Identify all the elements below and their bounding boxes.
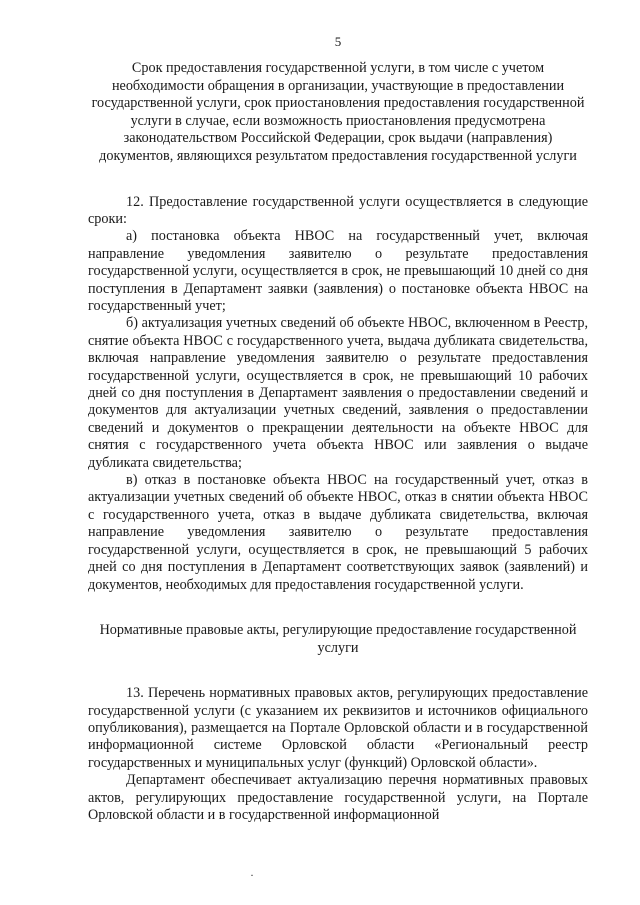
- section-heading-terms: Срок предоставления государственной услуги, в том числе с учетом необходимости обращения в организации, участвующие в предоставлении государственной услуги, срок приостановления предоставления государственной услуги в случае, если возможность приостановления предусмотрена законодательством Российской Федерации, срок выдачи (направления) документов, являющихся результатом предоставления государственной услуги: [91, 60, 585, 164]
- paragraph-12b: б) актуализация учетных сведений об объекте НВОС, включенном в Реестр, снятие объекта НВОС с государственного учета, выдача дубликата свидетельства, включая направление уведомления заявителю о результате предоставления государственной услуги, осуществляется в срок, не превышающий 10 рабочих дней со дня поступления в Департамент заявления о предоставлении сведений и документов для актуализации учетных сведений, заявления о предоставлении сведений и документов о прекращении деятельности на объекте НВОС для снятия с государственного учета объекта НВОС или заявления о выдаче дубликата свидетельства;: [88, 315, 588, 471]
- paragraph-13b: Департамент обеспечивает актуализацию перечня нормативных правовых актов, регулирующих предоставление государственной услуги, на Портале Орловской области и в государственной информационной: [88, 772, 588, 823]
- paragraph-12a: а) постановка объекта НВОС на государственный учет, включая направление уведомления заявителю о результате предоставления государственной услуги, осуществляется в срок, не превышающий 10 дней со дня поступления в Департамент заявки (заявления) о постановке объекта НВОС на государственный учет;: [88, 228, 588, 314]
- paragraph-12: 12. Предоставление государственной услуги осуществляется в следующие сроки:: [88, 193, 588, 227]
- page-number: 5: [334, 34, 342, 49]
- scan-speck: ·: [250, 868, 254, 882]
- section-heading-legal-acts: Нормативные правовые акты, регулирующие предоставление государственной услуги: [99, 621, 577, 656]
- paragraph-12c: в) отказ в постановке объекта НВОС на государственный учет, отказ в актуализации учетных сведений об объекте НВОС, отказ в снятии объекта НВОС с государственного учета, отказ в выдаче дубликата свидетельства, включая направление уведомления заявителю о результате предоставления государственной услуги, осуществляется в срок, не превышающий 5 рабочих дней со дня поступления в Департамент соответствующих заявок (заявлений) и документов, необходимых для предоставления государственной услуги.: [88, 472, 588, 593]
- paragraph-13: 13. Перечень нормативных правовых актов, регулирующих предоставление государственной услуги (с указанием их реквизитов и источников официального опубликования), размещается на Портале Орловской области и в государственной информационной системе Орловской области «Региональный реестр государственных и муниципальных услуг (функций) Орловской области».: [88, 685, 588, 771]
